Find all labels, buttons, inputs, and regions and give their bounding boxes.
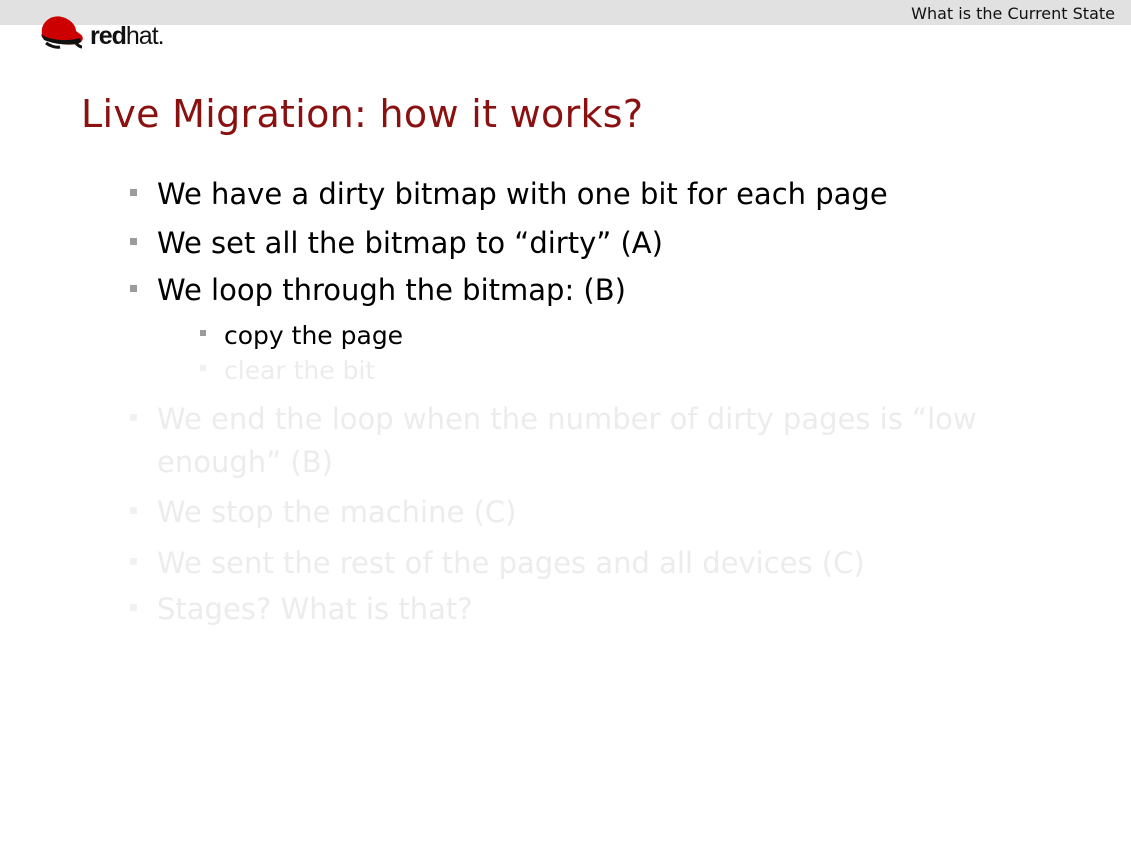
bullet-marker-icon bbox=[130, 558, 137, 565]
bullet-item bbox=[157, 542, 865, 585]
bullet-marker-icon bbox=[200, 365, 206, 371]
bullet-item bbox=[157, 173, 888, 216]
bullet-item bbox=[157, 398, 977, 441]
bullet-item bbox=[157, 491, 516, 534]
bullet-text: clear the bit bbox=[224, 356, 376, 385]
bullet-marker-icon bbox=[130, 285, 137, 292]
bullet-text: Stages? What is that? bbox=[157, 592, 473, 626]
bullet-marker-icon bbox=[200, 330, 206, 336]
section-title: What is the Current State bbox=[911, 4, 1115, 23]
bullet-text: We sent the rest of the pages and all devices (C) bbox=[157, 546, 865, 580]
bullet-text: copy the page bbox=[224, 321, 404, 350]
bullet-item bbox=[157, 269, 626, 312]
bullet-marker-icon bbox=[130, 189, 137, 196]
bullet-marker-icon bbox=[130, 507, 137, 514]
sub-bullet-item bbox=[224, 349, 375, 392]
bullet-item bbox=[157, 222, 663, 265]
bullet-text: We end the loop when the number of dirty pages is “low bbox=[157, 402, 977, 436]
bullet-marker-icon bbox=[130, 604, 137, 611]
bullet-text: We stop the machine (C) bbox=[157, 495, 517, 529]
redhat-logo-text bbox=[90, 22, 164, 51]
bullet-item-continuation bbox=[157, 441, 333, 484]
slide-title: Live Migration: how it works? bbox=[81, 92, 644, 136]
logo-brand-bold: red bbox=[90, 22, 126, 50]
bullet-text: We loop through the bitmap: (B) bbox=[157, 273, 626, 307]
bullet-text: We have a dirty bitmap with one bit for each page bbox=[157, 177, 888, 211]
bullet-text: We set all the bitmap to “dirty” (A) bbox=[157, 226, 663, 260]
bullet-marker-icon bbox=[130, 414, 137, 421]
logo-brand-regular: hat. bbox=[125, 22, 164, 50]
bullet-text: enough” (B) bbox=[157, 445, 333, 479]
bullet-marker-icon bbox=[130, 238, 137, 245]
bullet-item bbox=[157, 588, 473, 631]
